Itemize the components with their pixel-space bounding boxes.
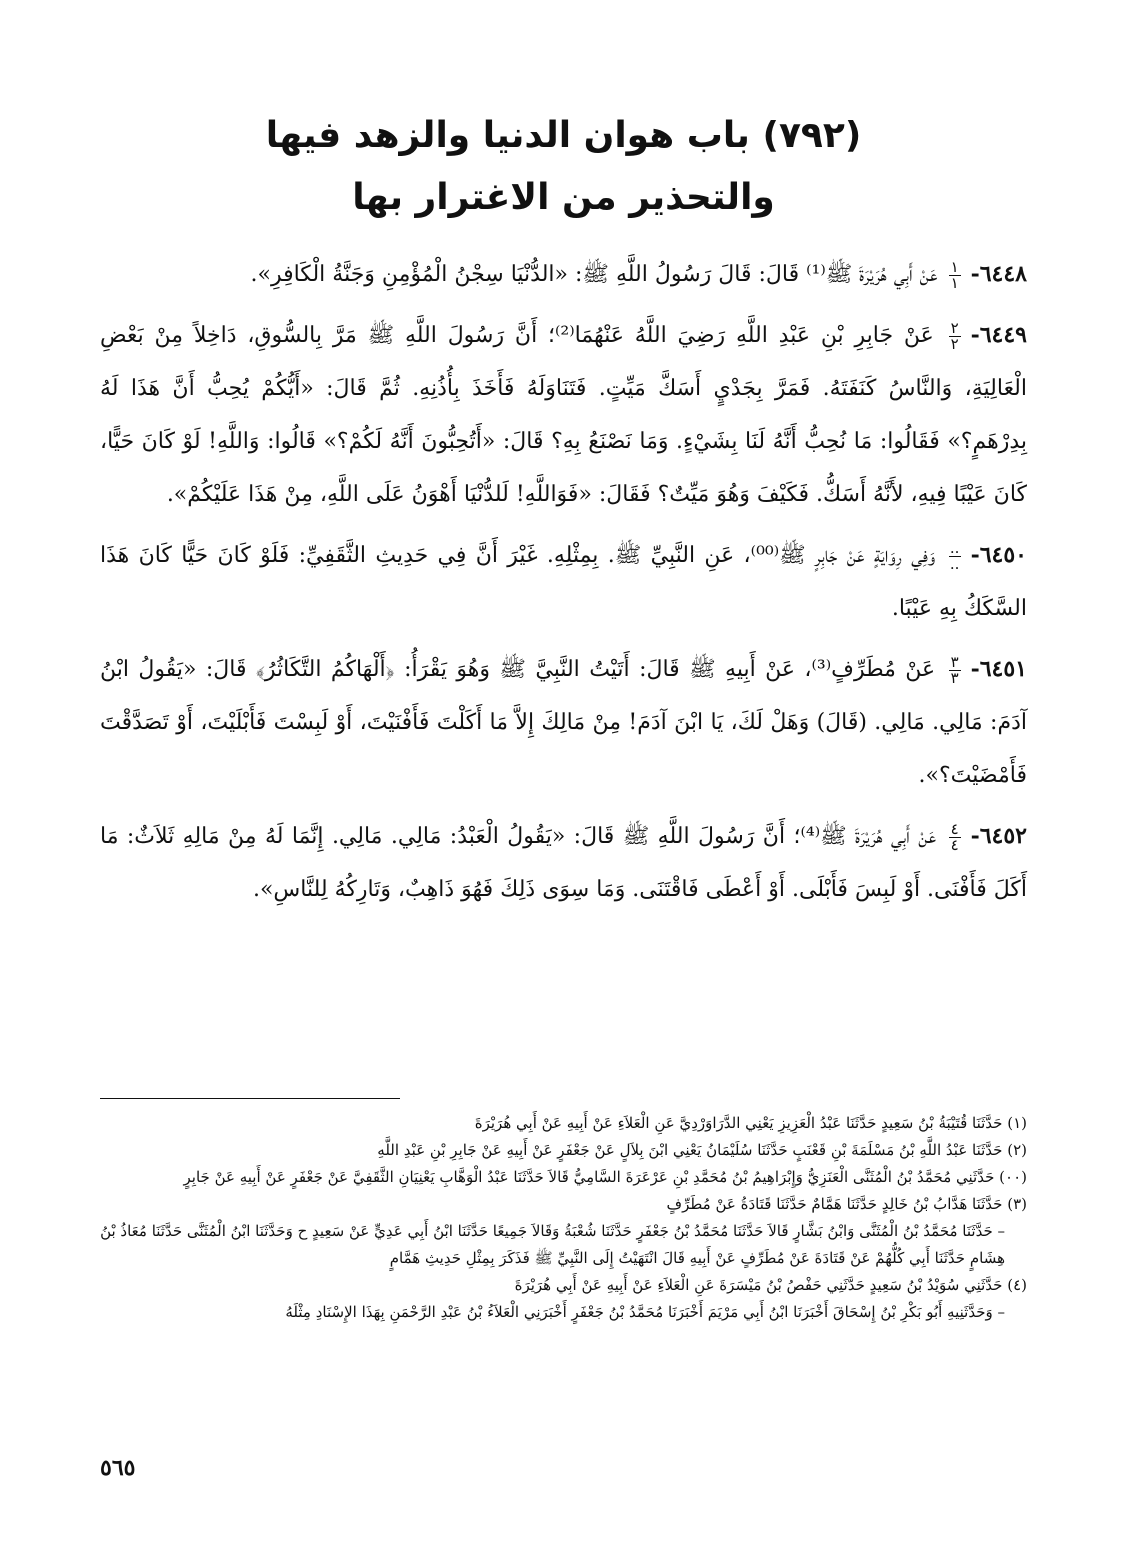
footnote: (٣) حَدَّثَنَا هَدَّابُ بْنُ خَالِدٍ حَدَّثَنَا هَمَّامٌ حَدَّثَنَا قَتَادَةُ عَنْ مُطَرِّفٍ: [666, 1195, 1027, 1213]
footnotes: [100, 1110, 1027, 1326]
footnote-continuation: – حَدَّثَنَا مُحَمَّدُ بْنُ الْمُثَنَّى وَابْنُ بَشَّارٍ قَالاَ حَدَّثَنَا مُحَمَّدُ بْنُ جَعْفَرٍ حَدَّثَنَا شُعْبَةُ وَقَالاَ جَمِيعًا حَدَّثَنَا ابْنُ أَبِي عَدِيٍّ عَنْ سَعِيدٍ ح وَحَدَّثَنَا ابْنُ الْمُثَنَّى حَدَّثَنَا مُعَاذُ بْنُ هِشَامٍ حَدَّثَنَا أَبِي كُلُّهُمْ عَنْ قَتَادَةَ عَنْ مُطَرِّفٍ عَنْ أَبِيهِ قَالَ انْتَهَيْتُ إِلَى النَّبِيِّ ﷺ فَذَكَرَ بِمِثْلِ حَدِيثِ هَمَّامٍ: [100, 1222, 1005, 1267]
hadith-item: [100, 248, 1027, 301]
footnote: (١) حَدَّثَنَا قُتَيْبَةُ بْنُ سَعِيدٍ حَدَّثَنَا عَبْدُ الْعَزِيزِ يَعْنِي الدَّرَاوَرْدِيَّ عَنِ الْعَلاَءِ عَنْ أَبِيهِ عَنْ أَبِي هُرَيْرَةَ: [474, 1114, 1027, 1132]
hadith-text: عَنْ جَابِرِ بْنِ عَبْدِ اللَّهِ رَضِيَ اللَّهُ عَنْهُمَا⁽²⁾؛ أَنَّ رَسُولَ اللَّهِ ﷺ مَرَّ بِالسُّوقِ، دَاخِلاً مِنْ بَعْضِ الْعَالِيَةِ، وَالنَّاسُ كَنَفَتَهُ. فَمَرَّ بِجَدْيٍ أَسَكَّ مَيِّتٍ. فَتَنَاوَلَهُ فَأَخَذَ بِأُذُنِهِ. ثُمَّ قَالَ: «أَيُّكُمْ يُحِبُّ أَنَّ هَذَا لَهُ بِدِرْهَمٍ؟» فَقَالُوا: مَا نُحِبُّ أَنَّهُ لَنَا بِشَيْءٍ. وَمَا نَصْنَعُ بِهِ؟ قَالَ: «أَتُحِبُّونَ أَنَّهُ لَكُمْ؟» قَالُوا: وَاللَّهِ! لَوْ كَانَ حَيًّا، كَانَ عَيْبًا فِيهِ، لأَنَّهُ أَسَكُّ. فَكَيْفَ وَهُوَ مَيِّتٌ؟ فَقَالَ: «فَوَاللَّهِ! لَلدُّنْيَا أَهْوَنُ عَلَى اللَّهِ، مِنْ هَذَا عَلَيْكُمْ».: [100, 323, 1028, 507]
hadith-item: [100, 309, 1027, 521]
hadith-text: عَنْ أَبِي هُرَيْرَةَ ﷺ⁽⁴⁾؛ أَنَّ رَسُولَ اللَّهِ ﷺ قَالَ: «يَقُولُ الْعَبْدُ: مَالِي. مَالِي. إِنَّمَا لَهُ مِنْ مَالِهِ ثَلاَثٌ: مَا أَكَلَ فَأَفْنَى. أَوْ لَبِسَ فَأَبْلَى. أَوْ أَعْطَى فَاقْتَنَى. وَمَا سِوَى ذَلِكَ فَهُوَ ذَاهِبٌ، وَتَارِكُهُ لِلنَّاسِ».: [100, 824, 1027, 902]
footnote: (٤) حَدَّثَنِي سُوَيْدُ بْنُ سَعِيدٍ حَدَّثَنِي حَفْصُ بْنُ مَيْسَرَةَ عَنِ الْعَلاَءِ عَنْ أَبِيهِ عَنْ أَبِي هُرَيْرَةَ: [514, 1276, 1027, 1294]
hadith-number: ٦٤٥٠-: [970, 542, 1027, 568]
chapter-title-line-2: والتحذير من الاغترار بها: [352, 177, 775, 218]
hadith-text: عَنْ مُطَرِّفٍ⁽³⁾، عَنْ أَبِيهِ ﷺ قَالَ: أَتَيْتُ النَّبِيَّ ﷺ وَهُوَ يَقْرَأُ: ﴿أَلْهَاكُمُ التَّكَاثُرُ﴾ قَالَ: «يَقُولُ ابْنُ آدَمَ: مَالِي. مَالِي. (قَالَ) وَهَلْ لَكَ، يَا ابْنَ آدَمَ! مِنْ مَالِكَ إِلاَّ مَا أَكَلْتَ فَأَفْنَيْتَ، أَوْ لَبِسْتَ فَأَبْلَيْتَ، أَوْ تَصَدَّقْتَ فَأَمْضَيْتَ؟».: [100, 657, 1027, 788]
hadith-text: وَفِي رِوَايَةٍ عَنْ جَابِرٍ ﷺ⁽⁰⁰⁾، عَنِ النَّبِيِّ ﷺ. بِمِثْلِهِ. غَيْرَ أَنَّ فِي حَدِيثِ الثَّقَفِيِّ: فَلَوْ كَانَ حَيًّا كَانَ هَذَا السَّكَكُ بِهِ عَيْبًا.: [100, 543, 1027, 621]
hadith-number: ٦٤٥٢-: [970, 823, 1027, 849]
hadith-fraction: $\frac{٣}{٣}$: [950, 652, 959, 687]
hadith-body: [100, 248, 1027, 924]
hadith-fraction: $\frac{..}{..}$: [949, 538, 960, 573]
hadith-item: [100, 810, 1027, 916]
hadith-number: ٦٤٤٨-: [970, 261, 1027, 287]
chapter-title: [0, 105, 1127, 229]
footnote-continuation: – وَحَدَّثَنِيهِ أَبُو بَكْرِ بْنُ إِسْحَاقَ أَخْبَرَنَا ابْنُ أَبِي مَرْيَمَ أَخْبَرَنَا مُحَمَّدُ بْنُ جَعْفَرٍ أَخْبَرَنِي الْعَلاَءُ بْنُ عَبْدِ الرَّحْمَنِ بِهَذَا الإِسْنَادِ مِثْلَهُ: [285, 1303, 1005, 1321]
footnote: (٢) حَدَّثَنَا عَبْدُ اللَّهِ بْنُ مَسْلَمَةَ بْنِ قَعْنَبٍ حَدَّثَنَا سُلَيْمَانُ يَعْنِي ابْنَ بِلاَلٍ عَنْ جَعْفَرٍ عَنْ أَبِيهِ عَنْ جَابِرِ بْنِ عَبْدِ اللَّهِ: [377, 1141, 1027, 1159]
hadith-number: ٦٤٥١-: [970, 656, 1027, 682]
hadith-item: [100, 643, 1027, 802]
hadith-text: عَنْ أَبِي هُرَيْرَةَ ﷺ⁽¹⁾ قَالَ: قَالَ رَسُولُ اللَّهِ ﷺ: «الدُّنْيَا سِجْنُ الْمُؤْمِنِ وَجَنَّةُ الْكَافِرِ».: [250, 262, 938, 287]
hadith-number: ٦٤٤٩-: [970, 322, 1027, 348]
page-number: ٥٦٥: [100, 1455, 136, 1481]
chapter-title-line-1: (٧٩٢) باب هوان الدنيا والزهد فيها: [265, 115, 862, 156]
hadith-fraction: $\frac{٤}{٤}$: [950, 819, 959, 854]
footnote-divider: [100, 1098, 400, 1099]
hadith-fraction: $\frac{١}{١}$: [950, 257, 959, 292]
hadith-fraction: $\frac{٢}{٢}$: [950, 318, 959, 353]
hadith-item: [100, 529, 1027, 635]
footnote: (٠٠) حَدَّثَنِي مُحَمَّدُ بْنُ الْمُثَنَّى الْعَنَزِيُّ وَإِبْرَاهِيمُ بْنُ مُحَمَّدِ بْنِ عَرْعَرَةَ السَّامِيُّ قَالاَ حَدَّثَنَا عَبْدُ الْوَهَّابِ يَعْنِيَانِ الثَّقَفِيَّ عَنْ جَعْفَرٍ عَنْ أَبِيهِ عَنْ جَابِرٍ: [183, 1168, 1027, 1186]
